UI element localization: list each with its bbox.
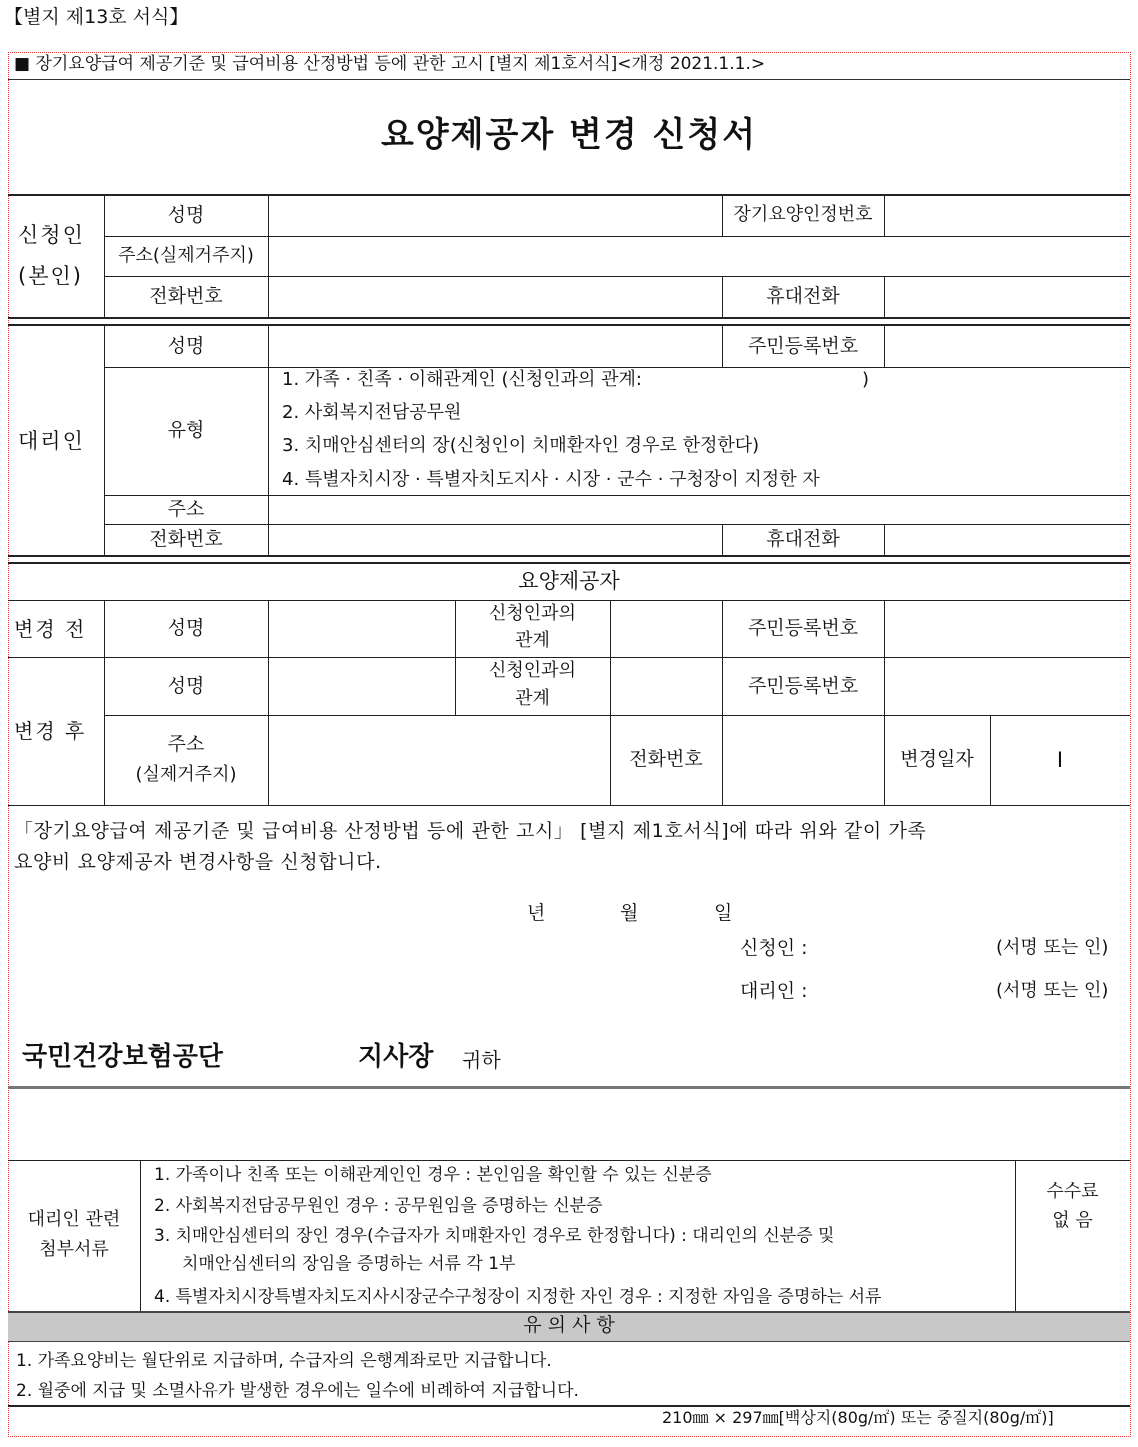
applicant-name-label: 성명 <box>167 204 205 226</box>
provider-before-relation-label-2: 관계 <box>515 630 550 651</box>
agent-section-label: 대리인 <box>18 429 85 453</box>
applicant-cert-no-label: 장기요양인정번호 <box>733 204 873 225</box>
agent-signature-note[interactable]: (서명 또는 인) <box>996 980 1109 1001</box>
agent-mobile-field[interactable] <box>886 526 1128 554</box>
recipient-title: 지사장 <box>358 1042 434 1072</box>
provider-after-phone-field[interactable] <box>724 717 882 803</box>
applicant-name-field[interactable] <box>270 196 720 234</box>
agent-phone-label: 전화번호 <box>149 528 223 550</box>
page-title: 요양제공자 변경 신청서 <box>380 115 758 155</box>
statement-line-1: 「장기요양급여 제공기준 및 급여비용 산정방법 등에 관한 고시」 [별지 제1호서식]에 따라 위와 같이 가족 <box>14 820 927 842</box>
statement-line-2: 요양비 요양제공자 변경사항을 신청합니다. <box>14 851 382 873</box>
applicant-signature-note[interactable]: (서명 또는 인) <box>996 937 1109 958</box>
applicant-mobile-field[interactable] <box>886 278 1128 315</box>
provider-after-phone-label: 전화번호 <box>629 748 703 770</box>
agent-address-label: 주소 <box>167 498 205 520</box>
agent-address-field[interactable] <box>270 497 1128 523</box>
applicant-mobile-label: 휴대전화 <box>766 285 840 307</box>
agent-phone-field[interactable] <box>270 526 720 554</box>
date-day-label: 일 <box>714 902 733 924</box>
notes-title: 유 의 사 항 <box>523 1314 615 1336</box>
provider-after-address-label: 주소 <box>167 733 205 755</box>
provider-after-relation-label: 신청인과의 <box>489 660 576 681</box>
provider-before-label: 변경 전 <box>14 617 87 641</box>
attachment-item: 2. 사회복지전담공무원인 경우 : 공무원임을 증명하는 신분증 <box>154 1196 603 1216</box>
attachment-item: 1. 가족이나 친족 또는 이해관계인인 경우 : 본인임을 확인할 수 있는 신분증 <box>154 1165 712 1185</box>
provider-before-relation-label: 신청인과의 <box>489 603 576 624</box>
provider-before-rrn-field[interactable] <box>886 602 1128 656</box>
agent-rrn-label: 주민등록번호 <box>747 335 859 357</box>
agent-name-field[interactable] <box>270 326 720 366</box>
provider-before-name-field[interactable] <box>270 602 453 656</box>
attachments-sublabel: 첨부서류 <box>39 1239 109 1260</box>
recipient-honorific: 귀하 <box>462 1048 501 1072</box>
agent-type-close-paren: ) <box>862 369 870 390</box>
agent-name-label: 성명 <box>167 335 205 357</box>
attachment-item: 4. 특별자치시장특별자치도지사시장군수구청장이 지정한 자인 경우 : 지정한 자임을 증명하는 서류 <box>154 1287 882 1307</box>
provider-after-label: 변경 후 <box>14 719 87 743</box>
provider-after-rrn-field[interactable] <box>886 659 1128 714</box>
provider-after-name-field[interactable] <box>270 659 453 714</box>
agent-mobile-label: 휴대전화 <box>766 528 840 550</box>
date-month-label: 월 <box>620 902 639 924</box>
agent-type-option[interactable]: 1. 가족 · 친족 · 이해관계인 (신청인과의 관계: <box>282 369 642 390</box>
applicant-phone-field[interactable] <box>270 278 720 315</box>
provider-section-title: 요양제공자 <box>518 569 620 593</box>
form-label: 【별지 제13호 서식】 <box>4 6 189 28</box>
provider-change-date-field[interactable]: I <box>1056 748 1064 772</box>
applicant-cert-no-field[interactable] <box>886 196 1128 234</box>
agent-type-option[interactable]: 2. 사회복지전담공무원 <box>282 402 462 423</box>
provider-after-name-label: 성명 <box>167 675 205 697</box>
provider-after-rrn-label: 주민등록번호 <box>747 675 859 697</box>
paper-spec: 210㎜ × 297㎜[백상지(80g/㎡) 또는 중질지(80g/㎡)] <box>662 1408 1054 1427</box>
attachments-label: 대리인 관련 <box>27 1209 121 1230</box>
applicant-address-label: 주소(실제거주지) <box>118 245 254 266</box>
notice-divider <box>8 79 1130 80</box>
provider-after-address-sublabel: (실제거주지) <box>135 764 237 785</box>
provider-before-name-label: 성명 <box>167 617 205 639</box>
agent-type-option[interactable]: 4. 특별자치시장 · 특별자치도지사 · 시장 · 군수 · 구청장이 지정한 자 <box>282 469 820 490</box>
note-item: 2. 월중에 지급 및 소멸사유가 발생한 경우에는 일수에 비례하여 지급합니다. <box>16 1381 579 1401</box>
note-item: 1. 가족요양비는 월단위로 지급하며, 수급자의 은행계좌로만 지급합니다. <box>16 1351 552 1371</box>
agent-type-option[interactable]: 3. 치매안심센터의 장(신청인이 치매환자인 경우로 한정한다) <box>282 435 760 456</box>
provider-before-relation-field[interactable] <box>612 602 720 656</box>
provider-change-date-label: 변경일자 <box>900 748 974 770</box>
attachment-item-continued: 치매안심센터의 장임을 증명하는 서류 각 1부 <box>182 1254 516 1274</box>
attachment-item: 3. 치매안심센터의 장인 경우(수급자가 치매환자인 경우로 한정합니다) : 대리인의 신분증 및 <box>154 1226 835 1246</box>
applicant-section-sublabel: (본인) <box>18 264 83 288</box>
provider-before-rrn-label: 주민등록번호 <box>747 617 859 639</box>
fee-value: 없 음 <box>1052 1210 1093 1231</box>
provider-after-relation-label-2: 관계 <box>515 688 550 709</box>
applicant-phone-label: 전화번호 <box>149 285 223 307</box>
provider-after-address-field[interactable] <box>270 717 608 803</box>
agent-signature-label: 대리인 : <box>740 980 808 1002</box>
applicant-signature-label: 신청인 : <box>740 937 808 959</box>
date-year-label: 년 <box>527 902 546 924</box>
applicant-address-field[interactable] <box>270 238 1128 274</box>
recipient-org: 국민건강보험공단 <box>22 1042 223 1072</box>
notice-line: ■ 장기요양급여 제공기준 및 급여비용 산정방법 등에 관한 고시 [별지 제1호서식]<개정 2021.1.1.> <box>14 54 766 74</box>
agent-type-label: 유형 <box>167 419 205 441</box>
section-divider <box>8 1086 1130 1089</box>
agent-rrn-field[interactable] <box>886 326 1128 366</box>
provider-after-relation-field[interactable] <box>612 659 720 714</box>
fee-label: 수수료 <box>1046 1181 1099 1202</box>
applicant-section-label: 신청인 <box>18 223 85 247</box>
